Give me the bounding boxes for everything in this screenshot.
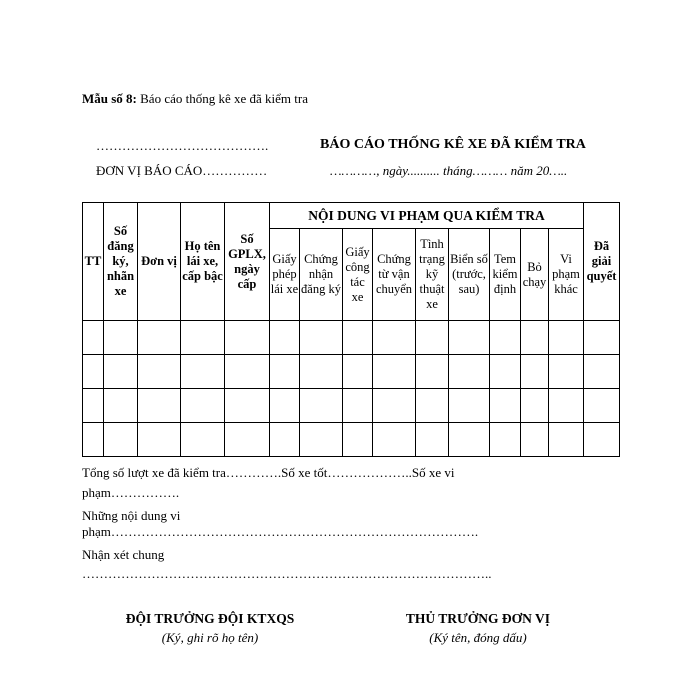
subcol-driving-license: Giấy phép lái xe	[270, 229, 300, 321]
form-description: Báo cáo thống kê xe đã kiểm tra	[136, 91, 308, 106]
report-title: BÁO CÁO THỐNG KÊ XE ĐÃ KIỂM TRA	[320, 137, 586, 152]
table-cell	[373, 321, 416, 355]
issuer-placeholder: ………………………………….	[96, 138, 269, 153]
table-cell	[549, 423, 584, 457]
col-group-violations: NỘI DUNG VI PHẠM QUA KIỂM TRA	[270, 203, 584, 229]
table-cell	[225, 423, 270, 457]
table-cell	[138, 321, 181, 355]
col-driver: Họ tên lái xe, cấp bậc	[181, 203, 225, 321]
violation-content-line: phạm………………………………………………………………………….	[82, 524, 479, 539]
table-cell	[300, 423, 343, 457]
reporting-unit-line: ĐƠN VỊ BÁO CÁO……………	[96, 163, 268, 178]
table-cell	[138, 389, 181, 423]
table-cell	[225, 321, 270, 355]
table-cell	[104, 389, 138, 423]
table-cell	[521, 355, 549, 389]
table-cell	[449, 423, 490, 457]
subcol-registration: Chứng nhận đăng ký	[300, 229, 343, 321]
table-cell	[270, 423, 300, 457]
table-cell	[104, 423, 138, 457]
table-cell	[521, 423, 549, 457]
table-cell	[270, 355, 300, 389]
total-inspected-line: Tổng số lượt xe đã kiểm tra………….Số xe tốt………………..Số xe vi	[82, 465, 455, 480]
table-cell	[270, 389, 300, 423]
table-cell	[181, 321, 225, 355]
team-leader-title: ĐỘI TRƯỞNG ĐỘI KTXQS	[125, 611, 295, 626]
table-cell	[416, 355, 449, 389]
table-cell	[416, 321, 449, 355]
violation-content-label: Những nội dung vi	[82, 508, 181, 523]
col-resolved: Đã giải quyết	[584, 203, 620, 321]
table-cell	[270, 321, 300, 355]
table-cell	[549, 389, 584, 423]
table-cell	[300, 355, 343, 389]
table-row	[83, 355, 620, 389]
violations-count-line: phạm…………….	[82, 485, 180, 500]
table-cell	[373, 355, 416, 389]
table-cell	[181, 355, 225, 389]
team-leader-note: (Ký, ghi rõ họ tên)	[161, 630, 259, 645]
inspection-table	[82, 202, 620, 457]
table-row	[83, 423, 620, 457]
table-cell	[343, 355, 373, 389]
table-cell	[549, 321, 584, 355]
table-cell	[83, 321, 104, 355]
table-cell	[343, 321, 373, 355]
table-cell	[104, 321, 138, 355]
subcol-work-permit: Giấy công tác xe	[343, 229, 373, 321]
table-cell	[343, 389, 373, 423]
table-cell	[549, 355, 584, 389]
unit-head-title: THỦ TRƯỞNG ĐƠN VỊ	[405, 611, 551, 626]
table-cell	[521, 389, 549, 423]
table-cell	[584, 321, 620, 355]
table-cell	[416, 389, 449, 423]
date-line: …………, ngày.......... tháng……… năm 20…..	[330, 163, 568, 178]
subcol-plates: Biển số (trước, sau)	[449, 229, 490, 321]
unit-head-note: (Ký tên, đóng dấu)	[429, 630, 527, 645]
table-cell	[490, 321, 521, 355]
table-cell	[373, 389, 416, 423]
col-tt: TT	[83, 203, 104, 321]
table-cell	[521, 321, 549, 355]
table-cell	[416, 423, 449, 457]
table-cell	[490, 389, 521, 423]
table-cell	[104, 355, 138, 389]
subcol-fled: Bỏ chạy	[521, 229, 549, 321]
table-cell	[181, 389, 225, 423]
general-remarks-line: …………………………………………………………………………………..	[82, 566, 492, 581]
signature-unit-head	[348, 611, 608, 646]
table-cell	[449, 389, 490, 423]
table-cell	[181, 423, 225, 457]
table-row	[83, 321, 620, 355]
subcol-technical-condition: Tình trạng kỹ thuật xe	[416, 229, 449, 321]
table-cell	[83, 389, 104, 423]
table-cell	[225, 389, 270, 423]
col-unit: Đơn vị	[138, 203, 181, 321]
table-cell	[300, 321, 343, 355]
table-cell	[138, 355, 181, 389]
table-cell	[449, 355, 490, 389]
form-number: Mẫu số 8:	[82, 91, 137, 106]
signature-team-leader	[80, 611, 340, 646]
table-cell	[138, 423, 181, 457]
table-cell	[343, 423, 373, 457]
table-cell	[490, 355, 521, 389]
subcol-other-violations: Vi phạm khác	[549, 229, 584, 321]
table-cell	[449, 321, 490, 355]
table-cell	[373, 423, 416, 457]
table-cell	[83, 423, 104, 457]
col-license: Số GPLX, ngày cấp	[225, 203, 270, 321]
table-cell	[584, 355, 620, 389]
form-label	[82, 91, 308, 107]
subcol-inspection-stamp: Tem kiểm định	[490, 229, 521, 321]
table-cell	[584, 389, 620, 423]
subcol-transport-docs: Chứng từ vận chuyển	[373, 229, 416, 321]
table-cell	[225, 355, 270, 389]
table-cell	[584, 423, 620, 457]
table-cell	[300, 389, 343, 423]
general-remarks-label: Nhận xét chung	[82, 547, 165, 562]
table-row	[83, 389, 620, 423]
table-cell	[83, 355, 104, 389]
table-cell	[490, 423, 521, 457]
col-plate: Số đăng ký, nhãn xe	[104, 203, 138, 321]
